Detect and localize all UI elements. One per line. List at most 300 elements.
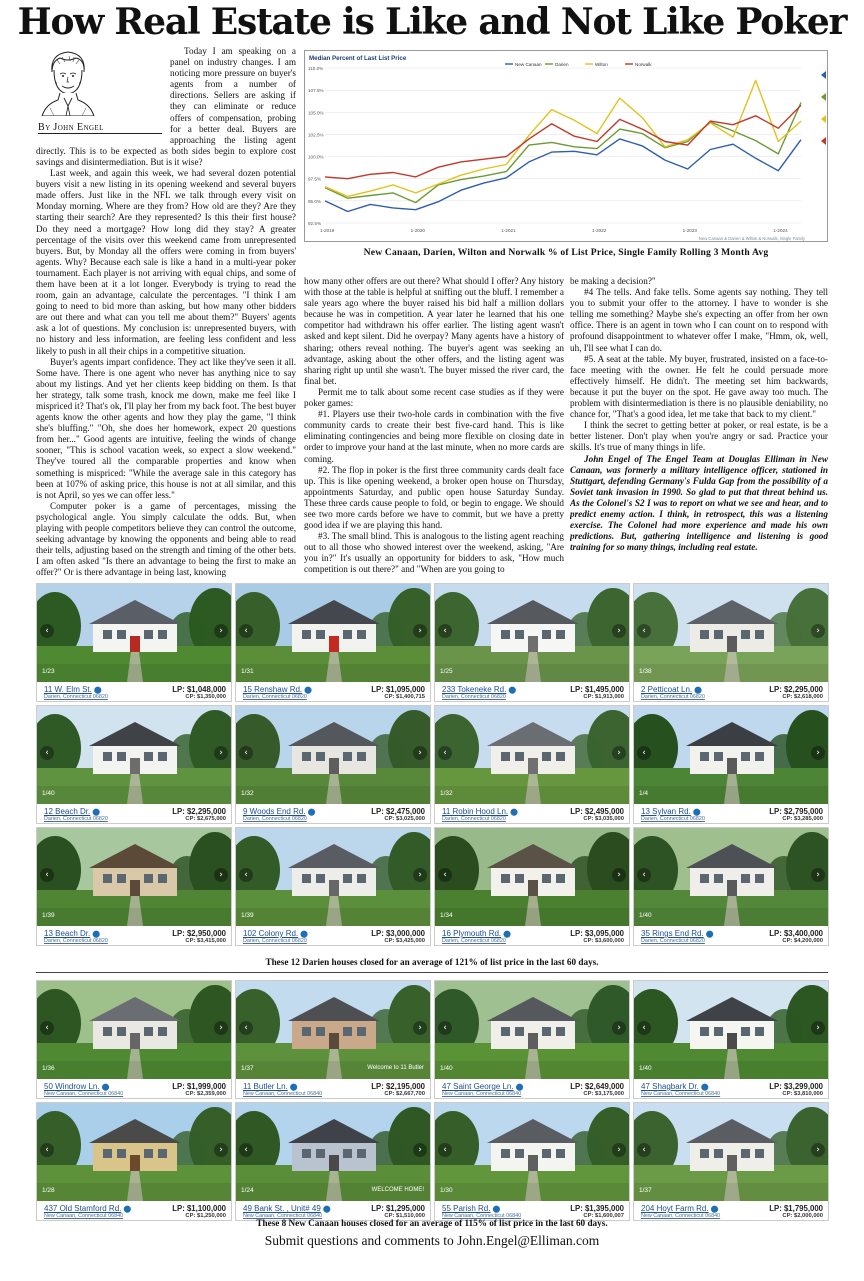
list-price: LP: $1,295,000 <box>371 1204 425 1213</box>
listing-card[interactable] <box>434 1102 630 1221</box>
x-tick-label: 1-2022 <box>592 228 607 233</box>
closed-price: CP: $1,350,000 <box>185 694 226 700</box>
x-tick-label: 1-2021 <box>501 228 516 233</box>
listing-town[interactable]: Darien, Connecticut 06820 <box>44 938 108 944</box>
listing-card[interactable] <box>235 583 431 702</box>
house-photo <box>37 706 232 804</box>
list-price: LP: $2,649,000 <box>570 1082 624 1091</box>
map-pin-icon[interactable]: ⬤ <box>92 809 101 816</box>
list-price: LP: $1,795,000 <box>769 1204 823 1213</box>
listing-town[interactable]: Darien, Connecticut 06820 <box>442 694 506 700</box>
article-column-2 <box>304 276 564 586</box>
closed-price: CP: $3,035,000 <box>583 816 624 822</box>
listing-photo[interactable] <box>435 1103 630 1201</box>
chart-footnote: New Canaan & Darien & Wilton & Norwalk, Single Family <box>698 236 805 241</box>
chevron-left-icon[interactable]: ‹ <box>438 1021 452 1035</box>
list-price: LP: $3,299,000 <box>769 1082 823 1091</box>
house-photo <box>435 584 630 682</box>
percent-of-list-chart <box>304 50 828 242</box>
legend-label: New Canaan <box>515 62 542 67</box>
darien-listings-grid <box>36 583 829 946</box>
chevron-right-icon[interactable]: › <box>811 868 825 882</box>
listing-photo[interactable] <box>37 1103 232 1201</box>
closed-price: CP: $1,600,007 <box>583 1213 624 1219</box>
map-pin-icon[interactable]: ⬤ <box>322 1206 331 1213</box>
x-tick-label: 1-2023 <box>682 228 697 233</box>
map-pin-icon[interactable]: ⬤ <box>510 809 518 816</box>
closed-price: CP: $4,200,000 <box>782 938 823 944</box>
chevron-left-icon[interactable]: ‹ <box>438 868 452 882</box>
headline: How Real Estate is Like and Not Like Poker <box>17 1 847 43</box>
listing-town[interactable]: New Canaan, Connecticut 06840 <box>44 1091 124 1097</box>
listing-town[interactable]: Darien, Connecticut 06820 <box>243 816 307 822</box>
listing-card[interactable] <box>633 705 829 824</box>
listing-address[interactable] <box>243 929 308 938</box>
chevron-right-icon[interactable]: › <box>413 1143 427 1157</box>
map-pin-icon[interactable]: ⬤ <box>694 687 702 694</box>
listing-card[interactable] <box>434 583 630 702</box>
listing-photo[interactable] <box>236 706 431 804</box>
listing-info <box>236 806 430 824</box>
chevron-left-icon[interactable]: ‹ <box>40 746 54 760</box>
listing-photo[interactable] <box>435 584 630 682</box>
listing-town[interactable]: New Canaan, Connecticut 06840 <box>641 1213 721 1219</box>
list-price: LP: $3,095,000 <box>570 929 624 938</box>
list-price: LP: $2,295,000 <box>172 807 226 816</box>
chevron-right-icon[interactable]: › <box>811 746 825 760</box>
closed-price: CP: $1,250,000 <box>185 1213 226 1219</box>
listing-town[interactable]: Darien, Connecticut 06820 <box>243 938 307 944</box>
series-marker <box>821 71 826 79</box>
listing-photo[interactable] <box>37 828 232 926</box>
closed-price: CP: $2,667,700 <box>384 1091 425 1097</box>
list-price: LP: $2,495,000 <box>570 807 624 816</box>
listing-address[interactable] <box>442 1204 500 1213</box>
listing-town[interactable]: Darien, Connecticut 06820 <box>44 816 108 822</box>
x-tick-label: 1-2024 <box>773 228 788 233</box>
chevron-left-icon[interactable]: ‹ <box>40 868 54 882</box>
listing-address[interactable] <box>442 807 518 816</box>
listing-town[interactable]: Darien, Connecticut 06820 <box>641 938 705 944</box>
closed-price: CP: $3,025,000 <box>384 816 425 822</box>
chevron-right-icon[interactable]: › <box>214 868 228 882</box>
article-paragraph: Last week, and again this week, we had several dozen potential buyers visit a new listing in its opening weekend and several buyers made offers. Just like in the NFL we talk through every visit on Monday morning. Where are they from? How old are they? Are they starting their search? Are they represented? Is this their first house? Do they need a mortgage? How long did they stay? A greater percentage of the visits over this weekend came from unrepresented buyers. But, by Monday all the offers were coming in from buyers' agents. Why? Because each sale is like a hand in a multi-year poker tournament. Each player is not arriving with equal chips, and some of them have been at it a lot longer. Everybody is trying to read the room, gain an advantage, calculate the percentages. "I think I am going to need to bid more than asking, but how many other bidders are out there and what can you tell me about them?" Buyers' agents ask a lot of questions. My conclusion is: unrepresented buyers, with no history and less information, are feeling less confident and less likely to push in all their chips in a competitive situation. <box>36 168 296 356</box>
map-pin-icon[interactable]: ⬤ <box>692 809 701 816</box>
chevron-right-icon[interactable]: › <box>612 746 626 760</box>
listing-card[interactable] <box>633 1102 829 1221</box>
listing-card[interactable] <box>434 827 630 946</box>
closed-price: CP: $3,175,000 <box>583 1091 624 1097</box>
address-text[interactable]: 233 Tokeneke Rd. <box>442 685 507 694</box>
map-pin-icon[interactable]: ⬤ <box>93 687 102 694</box>
chevron-right-icon[interactable]: › <box>811 1143 825 1157</box>
house-photo <box>37 1103 232 1201</box>
series-line-darien <box>325 103 801 203</box>
chevron-right-icon[interactable]: › <box>214 1143 228 1157</box>
listing-card[interactable] <box>434 980 630 1099</box>
listing-address[interactable] <box>44 1082 109 1091</box>
listing-photo[interactable] <box>435 706 630 804</box>
list-price: LP: $1,495,000 <box>570 685 624 694</box>
address-text[interactable]: 13 Beach Dr. <box>44 929 91 938</box>
address-text[interactable]: 9 Woods End Rd. <box>243 807 306 816</box>
listing-town[interactable]: New Canaan, Connecticut 06840 <box>641 1091 721 1097</box>
address-text[interactable]: 11 W. Elm St. <box>44 685 92 694</box>
address-text[interactable]: 49 Bank St. , Unit# 49 <box>243 1204 321 1213</box>
chevron-left-icon[interactable]: ‹ <box>637 1143 651 1157</box>
listing-town[interactable]: Darien, Connecticut 06820 <box>641 694 705 700</box>
house-photo <box>236 584 431 682</box>
photo-counter: 1/28 <box>42 1187 55 1194</box>
listing-card[interactable] <box>235 980 431 1099</box>
y-tick-label: 97.5% <box>308 176 322 182</box>
listing-town[interactable]: New Canaan, Connecticut 06840 <box>442 1091 522 1097</box>
listing-info <box>37 928 231 946</box>
house-photo <box>236 706 431 804</box>
listing-address[interactable] <box>44 929 100 938</box>
listing-card[interactable] <box>36 827 232 946</box>
listing-address[interactable] <box>641 1082 709 1091</box>
map-pin-icon[interactable]: ⬤ <box>515 1084 524 1091</box>
listing-address[interactable] <box>243 1082 298 1091</box>
chevron-left-icon[interactable]: ‹ <box>438 624 452 638</box>
listing-info <box>435 806 629 824</box>
closed-price: CP: $1,400,715 <box>384 694 425 700</box>
listing-address[interactable] <box>641 685 702 694</box>
new-canaan-caption: These 8 New Canaan houses closed for an average of 115% of list price in the last 60 days. <box>256 1218 608 1228</box>
listing-address[interactable] <box>641 929 714 938</box>
listing-card[interactable] <box>235 1102 431 1221</box>
listing-info <box>634 1081 828 1099</box>
closed-price: CP: $2,618,000 <box>782 694 823 700</box>
listing-info <box>634 806 828 824</box>
chevron-left-icon[interactable]: ‹ <box>637 1021 651 1035</box>
author-portrait <box>38 46 98 116</box>
photo-counter: 1/40 <box>440 1065 453 1072</box>
map-pin-icon[interactable]: ⬤ <box>503 931 511 938</box>
list-price: LP: $2,795,000 <box>769 807 823 816</box>
listing-town[interactable]: New Canaan, Connecticut 06840 <box>243 1213 323 1219</box>
address-text[interactable]: 2 Petticoat Ln. <box>641 685 693 694</box>
legend-label: Wilton <box>595 62 608 67</box>
chart-canvas <box>305 51 829 243</box>
map-pin-icon[interactable]: ⬤ <box>300 931 308 938</box>
article-paragraph: how many other offers are out there? What should I offer? Any history with those at the table is helpful at sniffing out the bluff. I remember a sale years ago where the buyer raised his bid half a million dollars because he was in competition. A year later he learned that his one competitor had withdrawn his offer earlier. The listing agent wasn't asked and kept silent. Did he overpay? Many agents have a history of sharing; others reveal nothing. The buyer's agent was seeking an advantage, asking about the other offers, and the listing agent was sharing right up until she wasn't. The buyer missed the river card, the final bet. <box>304 276 564 386</box>
listing-info <box>634 928 828 946</box>
listing-photo[interactable] <box>435 828 630 926</box>
chevron-right-icon[interactable]: › <box>413 746 427 760</box>
address-text[interactable]: 35 Rings End Rd. <box>641 929 704 938</box>
house-photo <box>435 981 630 1079</box>
series-marker <box>821 115 826 123</box>
x-tick-label: 1-2019 <box>320 228 335 233</box>
listing-photo[interactable] <box>236 828 431 926</box>
listing-address[interactable] <box>442 685 516 694</box>
photo-counter: 1/38 <box>639 668 652 675</box>
listing-card[interactable] <box>434 705 630 824</box>
photo-counter: 1/39 <box>241 912 254 919</box>
byline: By John Engel <box>38 122 162 134</box>
listing-address[interactable] <box>243 685 312 694</box>
house-photo <box>37 584 232 682</box>
chevron-right-icon[interactable]: › <box>811 624 825 638</box>
y-tick-label: 105.0% <box>308 110 324 116</box>
chart-caption: New Canaan, Darien, Wilton and Norwalk % of List Price, Single Family Rolling 3 Month Avg <box>363 247 769 258</box>
listing-address[interactable] <box>442 929 511 938</box>
chevron-right-icon[interactable]: › <box>214 746 228 760</box>
photo-counter: 1/37 <box>639 1187 652 1194</box>
y-tick-label: 95.0% <box>308 198 322 204</box>
section-divider <box>36 972 828 973</box>
map-pin-icon[interactable]: ⬤ <box>101 1084 110 1091</box>
photo-counter: 1/40 <box>639 912 652 919</box>
listing-town[interactable]: Darien, Connecticut 06820 <box>442 816 506 822</box>
chevron-left-icon[interactable]: ‹ <box>637 746 651 760</box>
closed-price: CP: $1,510,000 <box>384 1213 425 1219</box>
list-price: LP: $2,950,000 <box>172 929 226 938</box>
listing-info <box>37 806 231 824</box>
chevron-left-icon[interactable]: ‹ <box>40 1143 54 1157</box>
house-photo <box>634 706 829 804</box>
chevron-left-icon[interactable]: ‹ <box>239 1143 253 1157</box>
listing-card[interactable] <box>36 583 232 702</box>
house-photo <box>435 828 630 926</box>
listing-photo[interactable] <box>37 584 232 682</box>
photo-counter: 1/34 <box>440 912 453 919</box>
listing-address[interactable] <box>243 1204 331 1213</box>
chart-title: Median Percent of Last List Price <box>309 55 407 62</box>
photo-overlay-text: WELCOME HOME! <box>371 1187 424 1193</box>
series-line-norwalk <box>325 105 801 179</box>
address-text[interactable]: 16 Plymouth Rd. <box>442 929 502 938</box>
closed-price: CP: $3,285,000 <box>782 816 823 822</box>
map-pin-icon[interactable]: ⬤ <box>304 687 312 694</box>
footer-contact: Submit questions and comments to John.Engel@Elliman.com <box>264 1233 600 1248</box>
listing-card[interactable] <box>36 1102 232 1221</box>
chevron-right-icon[interactable]: › <box>612 624 626 638</box>
article-paragraph: #2. The flop in poker is the first three community cards dealt face up. This is like opening weekend, a broker open house on Thursday, appointments Saturday, and public open house Saturday Sunday. These three cards cause people to fold, or begin to engage. We should see two more cards before we have to commit, but we have a pretty good idea if we are playing this hand. <box>304 464 564 531</box>
map-pin-icon[interactable]: ⬤ <box>710 1206 719 1213</box>
closed-price: CP: $1,913,000 <box>583 694 624 700</box>
map-pin-icon[interactable]: ⬤ <box>289 1084 298 1091</box>
article-column-3 <box>570 276 828 586</box>
listing-town[interactable]: Darien, Connecticut 06820 <box>641 816 705 822</box>
article-paragraph: #1. Players use their two-hole cards in combination with the five community cards to create their best five-card hand. This is like eliminating contingencies and being more flexible on closing date in order to improve your hand at the last minute, when no more cards are coming. <box>304 409 564 464</box>
house-photo <box>634 981 829 1079</box>
closed-price: CP: $3,810,000 <box>782 1091 823 1097</box>
chevron-right-icon[interactable]: › <box>214 624 228 638</box>
photo-counter: 1/31 <box>241 668 254 675</box>
chevron-right-icon[interactable]: › <box>413 1021 427 1035</box>
listing-info <box>435 928 629 946</box>
list-price: LP: $3,000,000 <box>371 929 425 938</box>
map-pin-icon[interactable]: ⬤ <box>508 687 517 694</box>
listing-address[interactable] <box>243 807 315 816</box>
legend-label: Darien <box>555 62 569 67</box>
listing-info <box>634 684 828 702</box>
listing-info <box>37 1081 231 1099</box>
listing-card[interactable] <box>633 980 829 1099</box>
closed-price: CP: $2,675,000 <box>185 816 226 822</box>
listing-card[interactable] <box>36 980 232 1099</box>
address-text[interactable]: 47 Shagbark Dr. <box>641 1082 699 1091</box>
house-photo <box>37 828 232 926</box>
photo-counter: 1/36 <box>42 1065 55 1072</box>
map-pin-icon[interactable]: ⬤ <box>92 931 101 938</box>
list-price: LP: $3,400,000 <box>769 929 823 938</box>
closed-price: CP: $3,600,000 <box>583 938 624 944</box>
address-text[interactable]: 50 Windrow Ln. <box>44 1082 100 1091</box>
closed-price: CP: $3,425,000 <box>384 938 425 944</box>
article-paragraph: #4 The tells. And fake tells. Some agents say nothing. They tell you to submit your offer to the attorney. I have to wonder is she telling me something? Maybe she's expecting an offer from her own office. There is an agent in town who I can count on to respond with profound disappointment to whatever offer I make, "Hmm, ok, well, uh, I'll see what I can do. <box>570 287 828 353</box>
house-photo <box>634 828 829 926</box>
list-price: LP: $1,095,000 <box>371 685 425 694</box>
chevron-right-icon[interactable]: › <box>413 868 427 882</box>
listing-photo[interactable] <box>37 981 232 1079</box>
map-pin-icon[interactable]: ⬤ <box>700 1084 709 1091</box>
address-text[interactable]: 11 Butler Ln. <box>243 1082 288 1091</box>
list-price: LP: $2,475,000 <box>371 807 425 816</box>
y-tick-label: 110.0% <box>308 66 324 71</box>
article-paragraph: be making a decision?" <box>570 276 656 286</box>
listing-address[interactable] <box>44 1204 131 1213</box>
chevron-left-icon[interactable]: ‹ <box>438 746 452 760</box>
chevron-right-icon[interactable]: › <box>612 1143 626 1157</box>
closed-price: CP: $2,359,000 <box>185 1091 226 1097</box>
photo-counter: 1/39 <box>42 912 55 919</box>
list-price: LP: $2,295,000 <box>769 685 823 694</box>
chevron-left-icon[interactable]: ‹ <box>637 624 651 638</box>
list-price: LP: $1,048,000 <box>172 685 226 694</box>
listing-photo[interactable] <box>634 706 829 804</box>
author-bio: John Engel of The Engel Team at Douglas Elliman in New Canaan, was formerly a military intelligence officer, stationed in Stuttgart, defending Germany's Fulda Gap from the possibility of a Soviet tank invasion in 1990. So glad to put that threat behind us. As the Colonel's S2 I was to report on what we see and hear, and to predict enemy action. I think, in retrospect, this was a listening exercise. The Colonel had more experience and made his own predictions. But, gathering intelligence and listening is good training for so many things, including real estate. <box>570 453 828 553</box>
address-text[interactable]: 55 Parish Rd. <box>442 1204 491 1213</box>
address-text[interactable]: 13 Sylvan Rd. <box>641 807 691 816</box>
article-paragraph: Computer poker is a game of percentages, missing the psychological angle. You simply calculate the odds. But, when playing with people competitors believe they can control the outcome, seeking advantage by knowing the opponents and being able to read their tells, adjusting based on the strength and timing of the other bets. I am often asked "Is there an advantage to being the first to make an offer?" Or is there advantage in being last, knowing <box>36 500 296 578</box>
listing-town[interactable]: New Canaan, Connecticut 06840 <box>243 1091 323 1097</box>
listing-photo[interactable] <box>37 706 232 804</box>
listing-town[interactable]: New Canaan, Connecticut 06840 <box>44 1213 124 1219</box>
article-paragraph: #3. The small blind. This is analogous to the listing agent reaching out to all those who showed interest over the weekend, asking, "Are you in?" It's usually an opportunity for bidders to ask, "How much competition is out there?" and "When are you going to <box>304 531 564 575</box>
listing-info <box>236 928 430 946</box>
photo-counter: 1/23 <box>42 668 55 675</box>
chevron-left-icon[interactable]: ‹ <box>239 746 253 760</box>
new-canaan-listings-grid <box>36 980 829 1221</box>
listing-photo[interactable] <box>634 981 829 1079</box>
address-text[interactable]: 437 Old Stamford Rd. <box>44 1204 122 1213</box>
house-photo <box>435 706 630 804</box>
address-text[interactable]: 204 Hoyt Farm Rd. <box>641 1204 709 1213</box>
listing-card[interactable] <box>235 705 431 824</box>
listing-card[interactable] <box>633 583 829 702</box>
closed-price: CP: $2,000,000 <box>782 1213 823 1219</box>
photo-counter: 1/40 <box>639 1065 652 1072</box>
map-pin-icon[interactable]: ⬤ <box>123 1206 132 1213</box>
listing-town[interactable]: Darien, Connecticut 06820 <box>442 938 506 944</box>
listing-town[interactable]: Darien, Connecticut 06820 <box>243 694 307 700</box>
chevron-right-icon[interactable]: › <box>413 624 427 638</box>
address-text[interactable]: 11 Robin Hood Ln. <box>442 807 509 816</box>
chevron-right-icon[interactable]: › <box>214 1021 228 1035</box>
map-pin-icon[interactable]: ⬤ <box>307 809 316 816</box>
chevron-left-icon[interactable]: ‹ <box>40 1021 54 1035</box>
list-price: LP: $1,395,000 <box>570 1204 624 1213</box>
photo-counter: 1/30 <box>440 1187 453 1194</box>
listing-photo[interactable] <box>634 1103 829 1201</box>
series-marker <box>821 137 826 145</box>
listing-address[interactable] <box>641 1204 718 1213</box>
photo-counter: 1/25 <box>440 668 453 675</box>
closed-price: CP: $3,415,000 <box>185 938 226 944</box>
photo-counter: 1/24 <box>241 1187 254 1194</box>
listing-address[interactable] <box>641 807 701 816</box>
listing-info <box>435 1081 629 1099</box>
listing-card[interactable] <box>633 827 829 946</box>
address-text[interactable]: 15 Renshaw Rd. <box>243 685 303 694</box>
photo-counter: 1/32 <box>440 790 453 797</box>
listing-address[interactable] <box>44 685 102 694</box>
listing-info <box>435 684 629 702</box>
y-tick-label: 102.5% <box>308 132 324 138</box>
listing-town[interactable]: New Canaan, Connecticut 06840 <box>442 1213 522 1219</box>
article-paragraph: Today I am speaking on a panel on industry changes. I am noticing more pressure on buyer's agents from a number of directions. Sellers are asking if they can eliminate or reduce offers of compensation, probing for a better deal. Buyers are approaching the listing agent directly. This is to be expected as both sides begin to explore cost savings and disintermediation. But is it wise? <box>36 46 296 167</box>
chevron-left-icon[interactable]: ‹ <box>239 1021 253 1035</box>
chevron-left-icon[interactable]: ‹ <box>239 624 253 638</box>
listing-photo[interactable] <box>634 828 829 926</box>
chevron-right-icon[interactable]: › <box>811 1021 825 1035</box>
address-text[interactable]: 102 Colony Rd. <box>243 929 299 938</box>
house-photo <box>435 1103 630 1201</box>
legend-label: Norwalk <box>635 62 652 67</box>
series-marker <box>821 93 826 101</box>
listing-card[interactable] <box>235 827 431 946</box>
listing-photo[interactable] <box>435 981 630 1079</box>
chevron-right-icon[interactable]: › <box>612 1021 626 1035</box>
article-paragraph: I think the secret to getting better at poker, or real estate, is be a better listener. Don't play when you're angry or sad. Practice your skills. It's true of many things in life. <box>570 420 828 453</box>
byline-block <box>36 46 162 138</box>
chevron-right-icon[interactable]: › <box>612 868 626 882</box>
listing-address[interactable] <box>442 1082 523 1091</box>
chevron-left-icon[interactable]: ‹ <box>438 1143 452 1157</box>
x-tick-label: 1-2020 <box>410 228 425 233</box>
y-tick-label: 107.5% <box>308 88 324 94</box>
list-price: LP: $1,999,000 <box>172 1082 226 1091</box>
address-text[interactable]: 47 Saint George Ln. <box>442 1082 514 1091</box>
chevron-left-icon[interactable]: ‹ <box>239 868 253 882</box>
listing-photo[interactable] <box>634 584 829 682</box>
house-photo <box>37 981 232 1079</box>
map-pin-icon[interactable]: ⬤ <box>492 1206 501 1213</box>
photo-counter: 1/4 <box>639 790 649 797</box>
listing-town[interactable]: Darien, Connecticut 06820 <box>44 694 108 700</box>
photo-counter: 1/32 <box>241 790 254 797</box>
map-pin-icon[interactable]: ⬤ <box>705 931 714 938</box>
article-paragraph: #5. A seat at the table. My buyer, frustrated, insisted on a face-to-face meeting with the owner. He felt he could persuade more effectively himself. He didn't. The meeting set him backwards, because it put the buyer on the spot. He gave away too much. The problem with disintermediation is there is no plausible deniability, no chance for, "That's a good idea, let me take that back to my client." <box>570 353 828 420</box>
house-photo <box>236 828 431 926</box>
article-paragraph: Permit me to talk about some recent case studies as if they were poker games: <box>304 386 564 409</box>
listing-photo[interactable] <box>236 584 431 682</box>
y-tick-label: 100.0% <box>308 154 324 160</box>
address-text[interactable]: 12 Beach Dr. <box>44 807 91 816</box>
listing-address[interactable] <box>44 807 100 816</box>
listing-info <box>37 684 231 702</box>
photo-counter: 1/40 <box>42 790 55 797</box>
chevron-left-icon[interactable]: ‹ <box>637 868 651 882</box>
photo-overlay-text: Welcome to 11 Butler <box>367 1065 424 1071</box>
listing-card[interactable] <box>36 705 232 824</box>
chevron-left-icon[interactable]: ‹ <box>40 624 54 638</box>
house-photo <box>634 1103 829 1201</box>
